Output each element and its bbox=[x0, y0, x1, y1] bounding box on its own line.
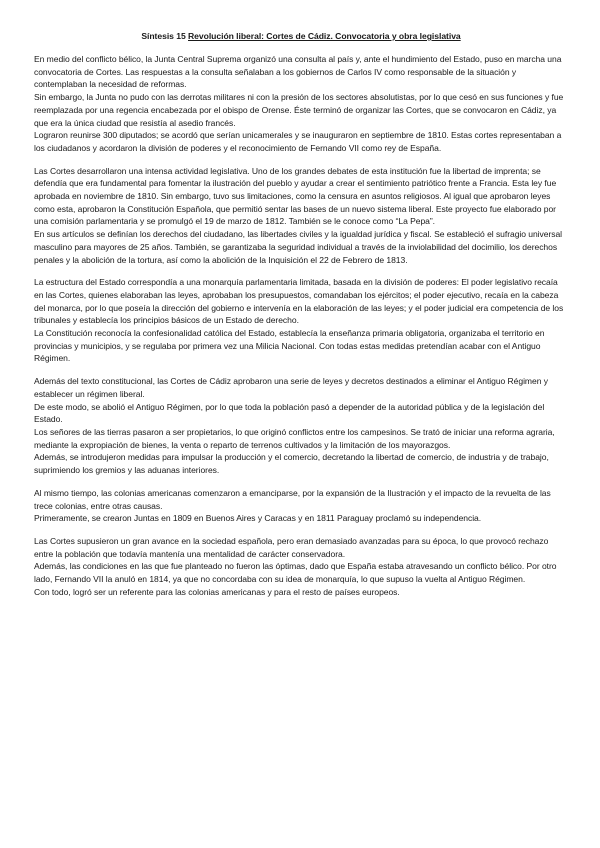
paragraph: Además del texto constitucional, las Cortes de Cádiz aprobaron una serie de leyes y decretos destinados a eliminar el Antiguo Régimen y establecer un régimen liberal. bbox=[34, 376, 548, 399]
section-leyes-decretos bbox=[34, 375, 568, 477]
section-convocatoria bbox=[34, 53, 568, 155]
paragraph: La estructura del Estado correspondía a una monarquía parlamentaria limitada, basada en la división de poderes: El poder legislativo recaía en las Cortes, quienes elaboraban las leyes, aprobaban los presupuestos, comandaban los ejércitos; el poder ejecutivo, recaía en la cabeza del monarca, por lo que poseía la dirección del gobierno e intervenía en la elaboración de las leyes; y el poder judicial era competencia de los tribunales y establecía los principios básicos de un Estado de derecho. bbox=[34, 277, 564, 326]
title-underlined: Revolución liberal: Cortes de Cádiz. Convocatoria y obra legislativa bbox=[188, 31, 461, 41]
paragraph: La Constitución reconocía la confesionalidad católica del Estado, establecía la enseñanza primaria obligatoria, organizaba el territorio en provincias y municipios, y se regulaba por primera vez una Milicia Nacional. Con todas estas medidas pretendían acabar con el Antiguo Régimen. bbox=[34, 328, 545, 364]
section-obra-legislativa bbox=[34, 165, 568, 267]
paragraph: Con todo, logró ser un referente para las colonias americanas y para el resto de países europeos. bbox=[34, 586, 400, 597]
paragraph: Además, las condiciones en las que fue planteado no fueron las óptimas, dado que España estaba atravesando un conflicto bélico. Por otro lado, Fernando VII la anuló en 1814, ya que no concordaba con su idea de monarquía, lo que supuso la vuelta al Antiguo Régimen. bbox=[34, 561, 557, 585]
paragraph: De este modo, se abolió el Antiguo Régimen, por lo que toda la población pasó a depender de la autoridad pública y de la legislación del Estado. bbox=[34, 401, 545, 425]
paragraph: Primeramente, se crearon Juntas en 1809 en Buenos Aires y Caracas y en 1811 Paraguay proclamó su independencia. bbox=[34, 513, 482, 524]
document-title bbox=[34, 30, 568, 42]
paragraph: Al mismo tiempo, las colonias americanas comenzaron a emanciparse, por la expansión de la Ilustración y el impacto de la revuelta de las trece colonias, entre otras causas. bbox=[34, 487, 551, 511]
title-prefix: Síntesis 15 bbox=[141, 31, 189, 41]
paragraph: En medio del conflicto bélico, la Junta Central Suprema organizó una consulta al país y, ante el hundimiento del Estado, puso en marcha una convocatoria de Cortes. Las respuestas a la consulta señalaban a los gobiernos de Carlos IV como responsable de la situación y contemplaban la necesidad de reformas. bbox=[34, 54, 562, 90]
paragraph: Las Cortes desarrollaron una intensa actividad legislativa. Uno de los grandes debates de esta institución fue la libertad de imprenta; se defendía que era fundamental para fomentar la ilustración del pueblo y ayudar a crear el sentimiento patriótico frente a Francia. Esta ley fue aprobada en noviembre de 1810. Sin embargo, tuvo sus limitaciones, como la censura en asuntos religiosos. Al igual que aprobaron leyes como esta, aprobaron la Constitución Española, que permitió sentar las bases de un nuevo sistema liberal. Este proyecto fue elaborado por una comisión parlamentaria y se promulgó el 19 de marzo de 1812. También se le conoce como “La Pepa”. bbox=[34, 165, 557, 227]
section-colonias bbox=[34, 487, 568, 525]
section-conclusion bbox=[34, 535, 568, 599]
section-estructura-estado bbox=[34, 276, 568, 365]
paragraph: Además, se introdujeron medidas para impulsar la producción y el comercio, decretando la libertad de comercio, de industria y de trabajo, suprimiendo los gremios y las aduanas interiores. bbox=[34, 452, 549, 476]
paragraph: Lograron reunirse 300 diputados; se acordó que serían unicamerales y se inauguraron en septiembre de 1810. Estas cortes representaban a los ciudadanos y acordaron la división de poderes y el reconocimiento de Fernando VII como rey de España. bbox=[34, 130, 562, 153]
paragraph: En sus artículos se definían los derechos del ciudadano, las libertades civiles y la igualdad jurídica y fiscal. Se estableció el sufragio universal masculino para mayores de 25 años. También, se garantizaba la seguridad individual a través de la inviolabilidad del docimilio, los derechos penales y la abolición de la tortura, así como la abolición de la Inquisición el 22 de Febrero de 1813. bbox=[34, 229, 563, 265]
paragraph: Las Cortes supusieron un gran avance en la sociedad española, pero eran demasiado avanzadas para su época, lo que provocó rechazo entre la población que todavía mantenía una mentalidad de carácter conservadora. bbox=[34, 535, 549, 559]
paragraph: Los señores de las tierras pasaron a ser propietarios, lo que originó conflictos entre los campesinos. Se trató de iniciar una reforma agraria, mediante la expropiación de bienes, la venta o reparto de terrenos cultivados y la limitación de los mayorazgos. bbox=[34, 426, 555, 450]
paragraph: Sin embargo, la Junta no pudo con las derrotas militares ni con la presión de los sectores absolutistas, por lo que cesó en sus funciones y fue reemplazada por una regencia encabezada por el obispo de Orense. Éste terminó de organizar las Cortes, que se convocaron en Cádiz, ya que era la única ciudad que resistía al asedio francés. bbox=[34, 92, 564, 128]
